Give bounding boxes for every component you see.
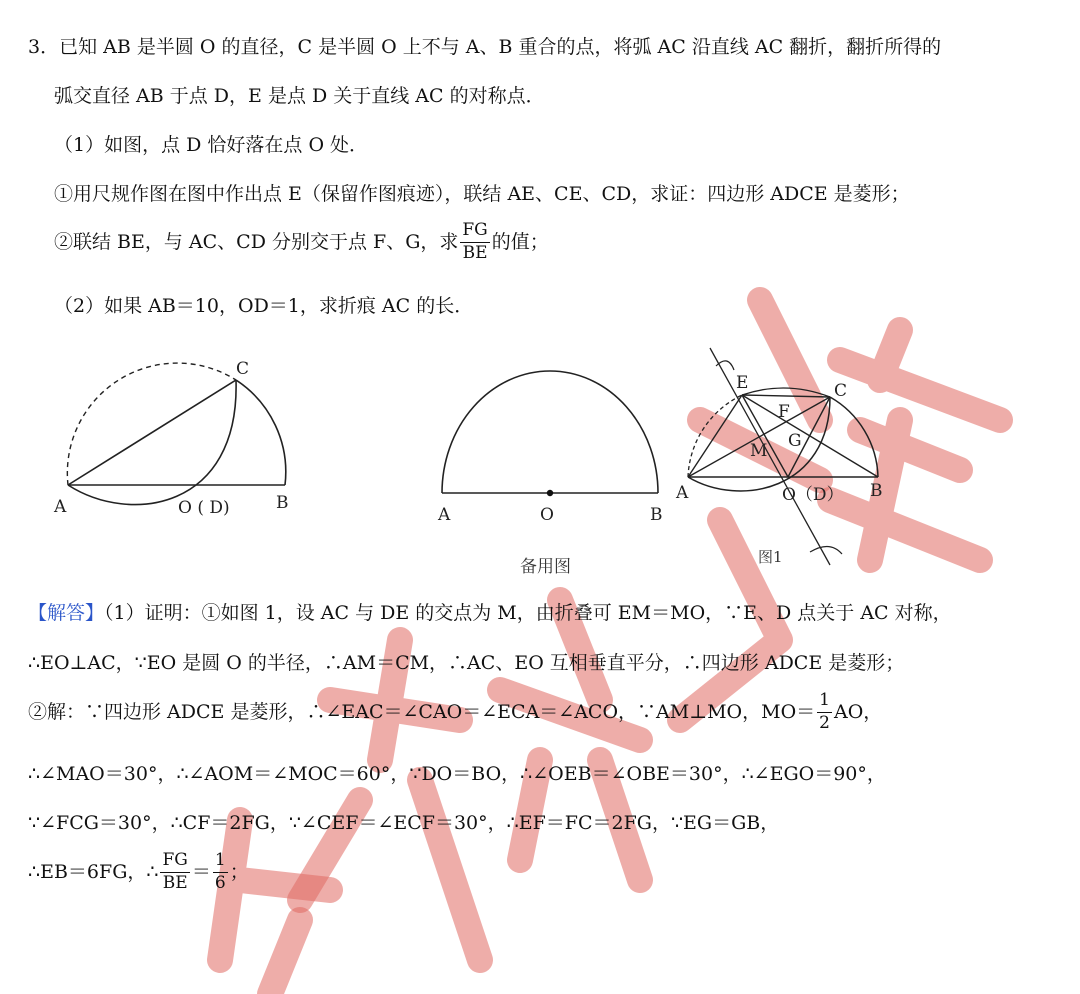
solution-line-3-prefix: ②解：∵四边形 ADCE 是菱形，∴∠EAC＝∠CAO＝∠ECA＝∠ACO，∵AM⊥MO，MO＝ xyxy=(28,700,816,723)
fraction-denominator: BE xyxy=(162,872,188,893)
problem-line-1: 3．已知 AB 是半圆 O 的直径，C 是半圆 O 上不与 A、B 重合的点，将弧 AC 沿直线 AC 翻折，翻折所得的 xyxy=(28,36,942,58)
problem-part-1: （1）如图，点 D 恰好落在点 O 处． xyxy=(54,134,369,156)
fraction-numerator: 1 xyxy=(817,692,832,713)
fraction-numerator: 1 xyxy=(213,852,228,873)
answer-tag: 【解答】 xyxy=(28,602,105,624)
solution-line-3-suffix: AO， xyxy=(833,700,883,723)
fig3-label-b: B xyxy=(870,481,883,501)
problem-sub-1: ①用尺规作图在图中作出点 E（保留作图痕迹），联结 AE、CE、CD，求证：四边形 ADCE 是菱形； xyxy=(54,183,910,205)
semicircle-arc-bc xyxy=(236,380,286,485)
problem-part-2: （2）如果 AB＝10，OD＝1，求折痕 AC 的长． xyxy=(54,295,474,317)
fig2-caption: 备用图 xyxy=(520,557,571,577)
dashed-arc-ac xyxy=(67,363,236,485)
fraction-denominator: 6 xyxy=(214,872,226,893)
fraction-fg-be xyxy=(460,222,489,263)
fig3-caption: 图1 xyxy=(758,548,783,566)
fig2-label-b: B xyxy=(650,505,663,525)
fig3-line-ae xyxy=(688,395,742,477)
fig3-label-a: A xyxy=(676,483,689,503)
solution-line-6-prefix: ∴EB＝6FG，∴ xyxy=(28,860,159,883)
fraction-one-sixth xyxy=(213,852,228,893)
sub2-prefix: ②联结 BE，与 AC、CD 分别交于点 F、G，求 xyxy=(54,230,459,253)
spare-center-dot xyxy=(547,490,553,496)
solution-line-4: ∴∠MAO＝30°，∴∠AOM＝∠MOC＝60°，∵DO＝BO，∴∠OEB＝∠OBE＝30°，∴∠EGO＝90°， xyxy=(28,763,886,785)
solution-line-3 xyxy=(28,692,882,733)
fig3-label-od: O（D） xyxy=(782,485,844,505)
fig3-construction-arc-top xyxy=(716,361,734,370)
fraction-numerator: FG xyxy=(160,852,189,873)
fig3-label-f: F xyxy=(778,402,790,422)
fig1-label-a: A xyxy=(54,497,67,517)
figure-3 xyxy=(670,340,900,580)
fraction-denominator: BE xyxy=(462,242,488,263)
figure-1 xyxy=(40,350,320,530)
spare-semicircle xyxy=(442,371,658,493)
fraction-fg-be-answer xyxy=(160,852,189,893)
solution-line-2: ∴EO⊥AC，∵EO 是圆 O 的半径，∴AM＝CM，∴AC、EO 互相垂直平分，∴四边形 ADCE 是菱形； xyxy=(28,652,905,674)
fraction-denominator: 2 xyxy=(819,712,830,733)
chord-ac xyxy=(68,380,236,485)
figure-2 xyxy=(428,360,678,530)
fig1-label-b: B xyxy=(276,493,289,513)
solution-line-5: ∵∠FCG＝30°，∴CF＝2FG，∵∠CEF＝∠ECF＝30°，∴EF＝FC＝2FG，∵EG＝GB， xyxy=(28,812,780,834)
fig3-label-m: M xyxy=(750,441,768,461)
solution-line-1-text: （1）证明：①如图 1，设 AC 与 DE 的交点为 M，由折叠可 EM＝MO，∵E、D 点关于 AC 对称， xyxy=(104,602,952,624)
fig1-label-od: O ( D) xyxy=(178,498,230,518)
folded-arc xyxy=(68,380,236,505)
solution-line-1 xyxy=(28,604,952,623)
fig3-label-e: E xyxy=(736,373,749,393)
fig2-label-a: A xyxy=(438,505,451,525)
fig3-label-c: C xyxy=(834,381,848,401)
equals-sign: ＝ xyxy=(191,860,211,883)
fig2-label-o: O xyxy=(540,505,554,525)
fig3-line-ec xyxy=(742,395,830,397)
fig3-label-g: G xyxy=(788,431,802,451)
fig3-construction-arc-bottom xyxy=(810,546,842,554)
solution-line-6 xyxy=(28,852,249,893)
problem-sub-2 xyxy=(54,222,549,263)
fig3-semicircle-arc xyxy=(830,397,878,477)
sub2-suffix: 的值； xyxy=(491,230,549,253)
fraction-numerator: FG xyxy=(460,222,489,243)
fraction-one-half xyxy=(817,692,832,733)
fig3-line-eb xyxy=(742,395,878,477)
fig1-label-c: C xyxy=(236,359,250,379)
problem-line-2: 弧交直径 AB 于点 D，E 是点 D 关于直线 AC 的对称点． xyxy=(54,85,545,107)
solution-line-6-suffix: ； xyxy=(229,860,249,883)
